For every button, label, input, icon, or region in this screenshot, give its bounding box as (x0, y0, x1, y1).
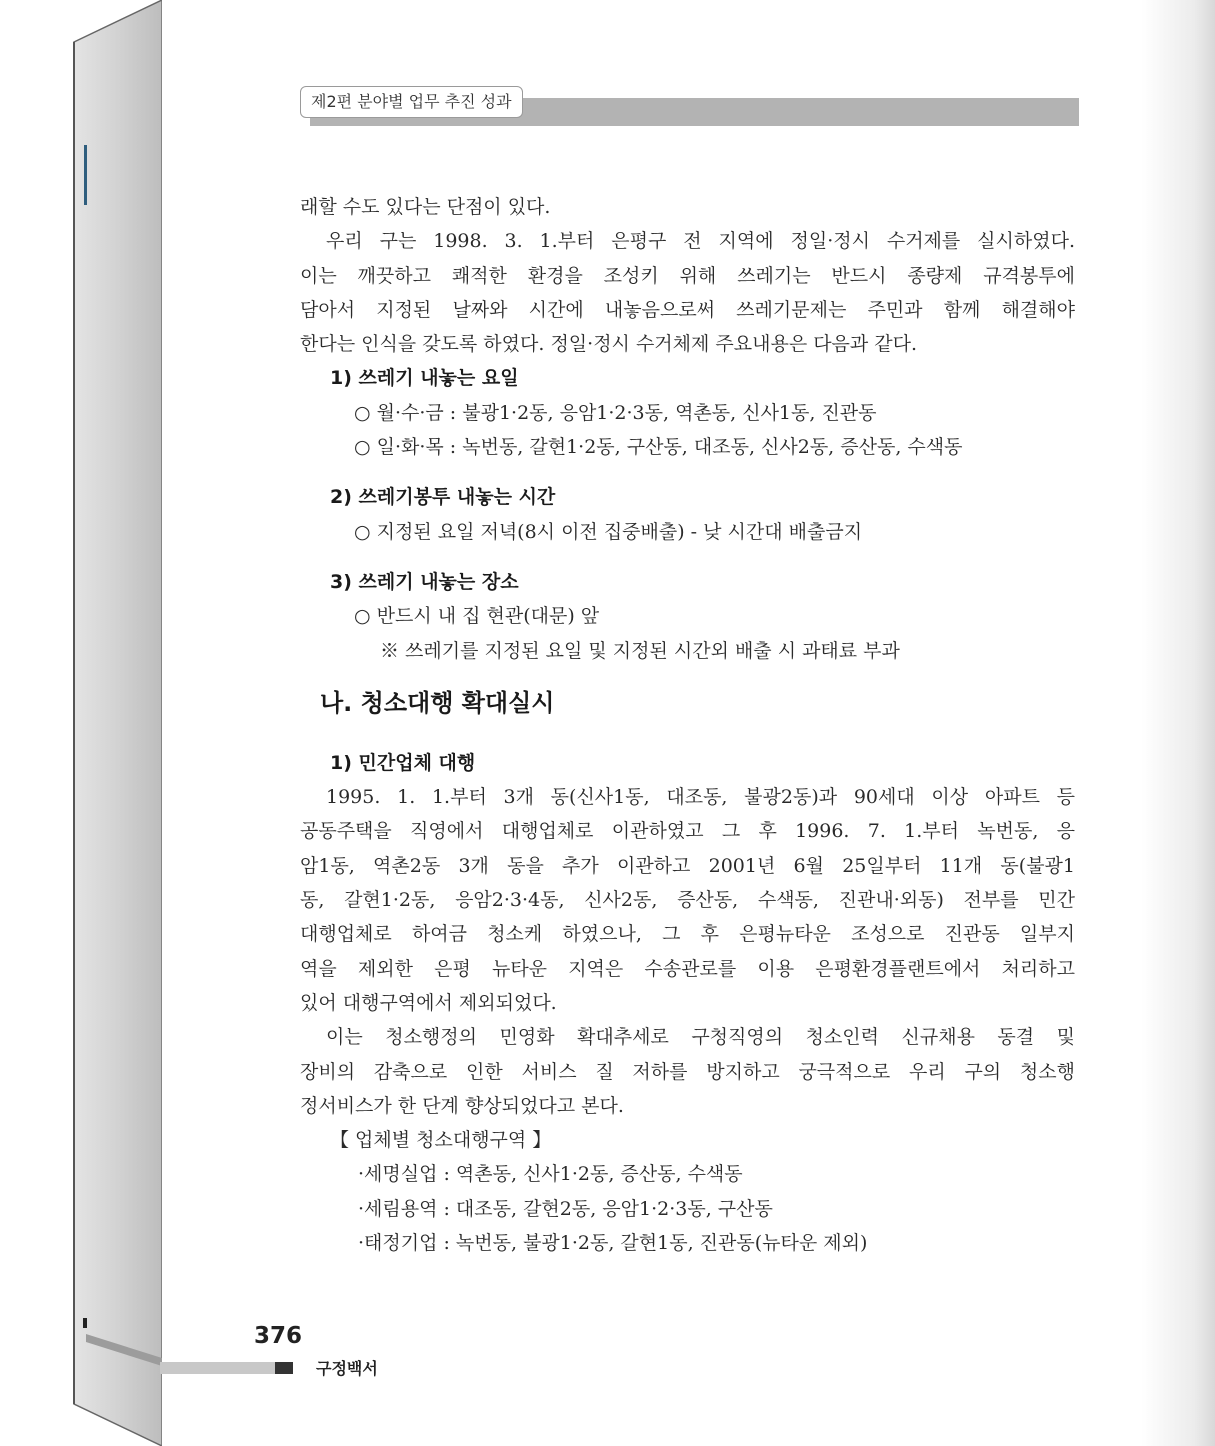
item-title: 1) 쓰레기 내놓는 요일 (330, 367, 519, 390)
section-subtitle: 1) 민간업체 대행 (330, 751, 476, 774)
body-content (300, 190, 1075, 1260)
section-title: 나. 청소대행 확대실시 (320, 688, 555, 717)
bullet-item: ○ 지정된 요일 저녁(8시 이전 집중배출) - 낮 시간대 배출금지 (354, 520, 863, 543)
paragraph-line: 장비의 감축으로 인한 서비스 질 저하를 방지하고 궁극적으로 우리 구의 청소행 (300, 1060, 1075, 1083)
paragraph-line: 한다는 인식을 갖도록 하였다. 정일·정시 수거체제 주요내용은 다음과 같다. (300, 333, 918, 356)
paragraph-line: 이는 청소행정의 민영화 확대추세로 구청직영의 청소인력 신규채용 동결 및 (326, 1026, 1075, 1049)
chapter-header: 제2편 분야별 업무 추진 성과 (300, 86, 523, 118)
intro-line: 래할 수도 있다는 단점이 있다. (300, 196, 551, 218)
footer-label: 구정백서 (316, 1359, 378, 1378)
item-title: 3) 쓰레기 내놓는 장소 (330, 570, 519, 593)
footer-block (275, 1362, 293, 1374)
company-item: ·세림용역 : 대조동, 갈현2동, 응암1·2·3동, 구산동 (358, 1197, 773, 1220)
table-heading: 【 업체별 청소대행구역 】 (330, 1129, 552, 1152)
bullet-item: ○ 일·화·목 : 녹번동, 갈현1·2동, 구산동, 대조동, 신사2동, 증산동, 수색동 (354, 436, 963, 459)
bullet-item: ○ 월·수·금 : 불광1·2동, 응암1·2·3동, 역촌동, 신사1동, 진관동 (354, 401, 877, 424)
paragraph-line: 담아서 지정된 날짜와 시간에 내놓음으로써 쓰레기문제는 주민과 함께 해결해야 (300, 298, 1075, 321)
paragraph-line: 있어 대행구역에서 제외되었다. (300, 991, 557, 1014)
company-item: ·태정기업 : 녹번동, 불광1·2동, 갈현1동, 진관동(뉴타운 제외) (358, 1232, 868, 1255)
page-number: 376 (254, 1323, 303, 1349)
note-text: ※ 쓰레기를 지정된 요일 및 지정된 시간외 배출 시 과태료 부과 (380, 639, 900, 662)
item-title: 2) 쓰레기봉투 내놓는 시간 (330, 486, 556, 509)
paragraph-line: 공동주택을 직영에서 대행업체로 이관하였고 그 후 1996. 7. 1.부터 녹번동, 응 (300, 820, 1075, 843)
bullet-item: ○ 반드시 내 집 현관(대문) 앞 (354, 605, 600, 628)
paragraph-line: 정서비스가 한 단계 향상되었다고 본다. (300, 1094, 624, 1117)
paragraph-line: 1995. 1. 1.부터 3개 동(신사1동, 대조동, 불광2동)과 90세대 이상 아파트 등 (326, 786, 1075, 809)
paragraph-line: 대행업체로 하여금 청소케 하였으나, 그 후 은평뉴타운 조성으로 진관동 일부지 (300, 923, 1075, 946)
footer-bar (160, 1362, 275, 1374)
paragraph-line: 우리 구는 1998. 3. 1.부터 은평구 전 지역에 정일·정시 수거제를 실시하였다. (326, 230, 1075, 253)
paragraph-line: 역을 제외한 은평 뉴타운 지역은 수송관로를 이용 은평환경플랜트에서 처리하고 (300, 957, 1075, 980)
paragraph-line: 동, 갈현1·2동, 응암2·3·4동, 신사2동, 증산동, 수색동, 진관내·외동) 전부를 민간 (300, 889, 1075, 912)
paragraph-line: 암1동, 역촌2동 3개 동을 추가 이관하고 2001년 6월 25일부터 11개 동(불광1 (300, 854, 1075, 877)
paragraph-line: 이는 깨끗하고 쾌적한 환경을 조성키 위해 쓰레기는 반드시 종량제 규격봉투에 (300, 264, 1075, 287)
company-item: ·세명실업 : 역촌동, 신사1·2동, 증산동, 수색동 (358, 1163, 743, 1186)
